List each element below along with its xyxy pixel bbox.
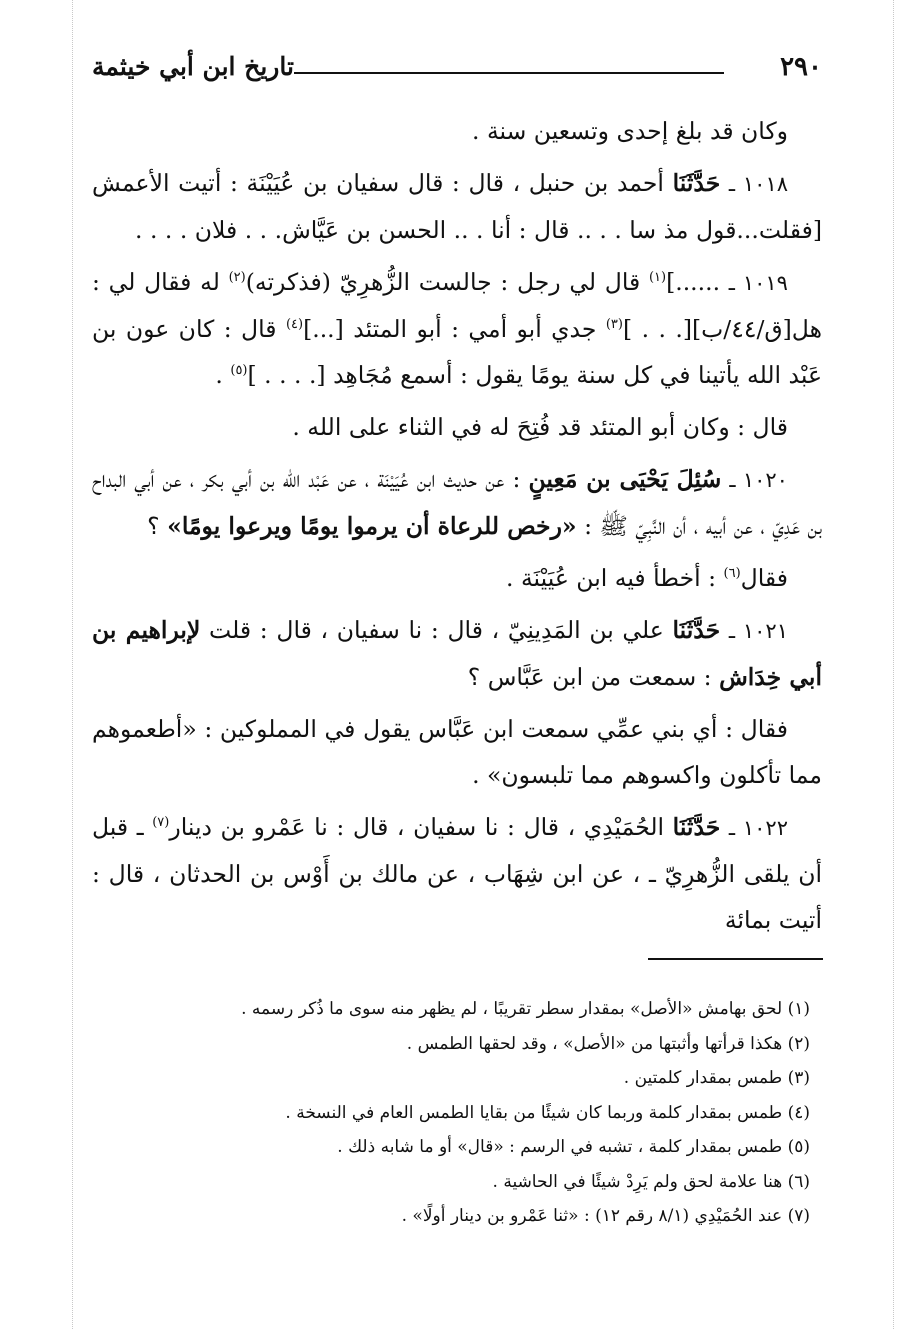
footnotes — [92, 992, 822, 1234]
paragraph-text: وكان قد بلغ إحدى وتسعين سنة . — [472, 117, 788, 145]
hadith-1019 — [92, 259, 822, 398]
hadith-1018 — [92, 160, 822, 253]
footnote-separator — [648, 958, 823, 960]
hadith-text: له فقال لي : هل[ق/٤٤/ب][. . . ] — [92, 268, 822, 343]
footnote-marker: (٥) — [230, 363, 248, 379]
hadith-1020 — [92, 456, 822, 549]
hadith-number: ١٠٢٠ ـ — [729, 468, 788, 492]
hadith-1022 — [92, 804, 822, 943]
paragraph-text: فقال — [740, 564, 788, 592]
hadith-text: الحُمَيْدِي ، قال : نا سفيان ، قال : نا عَمْرو بن دينار — [169, 813, 665, 841]
footnote-marker: (٧) — [152, 815, 170, 831]
quoted-hadith: «رخص للرعاة أن يرموا يومًا ويرعوا يومًا» — [167, 512, 577, 540]
footnote-4: (٤) طمس بمقدار كلمة وربما كان شيئًا من بقايا الطمس العام في النسخة . — [285, 1102, 810, 1123]
paragraph-6 — [92, 555, 822, 601]
hadith-text: : سمعت من ابن عَبَّاس ؟ — [467, 663, 712, 691]
main-text — [92, 108, 822, 949]
page-number: ٢٩٠ — [780, 52, 822, 82]
hadith-text: : عن حديث ابن عُيَيْنَة ، عن عَبْد الله بن أبي بكر ، عن أبي البداح بن عَدِيّ ، عن أبيه ، أن النَّبِيّ ﷺ : — [92, 465, 822, 540]
hadith-number: ١٠٢٢ ـ — [728, 816, 788, 840]
footnote-7: (٧) عند الحُمَيْدِي (٨/١ رقم ١٢) : «ثنا عَمْرو بن دينار أولًا» . — [401, 1206, 810, 1226]
hadith-text: ......] — [666, 268, 721, 296]
paragraph-text: فقال : أي بني عمِّي سمعت ابن عَبَّاس يقول في المملوكين : «أطعموهم مما تأكلون واكسوهم مما تلبسون» . — [92, 715, 822, 789]
footnote-marker: (٣) — [605, 317, 623, 333]
hadith-number: ١٠١٩ ـ — [728, 271, 788, 295]
narration-keyword: حَدَّثَنَا — [672, 169, 721, 197]
hadith-text: جدي أبو أمي : أبو المتئد [...] — [303, 315, 597, 343]
hadith-text: . — [215, 361, 223, 389]
paragraph-4 — [92, 404, 822, 450]
book-title: تاريخ ابن أبي خيثمة — [92, 52, 294, 81]
narration-keyword: حَدَّثَنَا — [672, 813, 721, 841]
hadith-number: ١٠١٨ ـ — [728, 172, 789, 196]
footnote-marker: (٢) — [228, 270, 246, 286]
hadith-text: أحمد بن حنبل ، قال : قال سفيان بن عُيَيْنَة : أتيت الأعمش [فقلت...قول مذ سا . . .. قال : أنا . .. الحسن بن عَيَّاش. . . فلان . . . . — [92, 169, 822, 244]
hadith-text: علي بن المَدِينِيّ ، قال : نا سفيان ، قال : قلت — [209, 616, 664, 644]
narration-keyword: حَدَّثَنَا — [672, 616, 721, 644]
narrator-name: لإبراهيم بن أبي خِدَاش — [92, 616, 822, 691]
scan-edge-left — [72, 0, 73, 1329]
page-header — [92, 52, 822, 92]
hadith-text: قال لي رجل : جالست الزُّهرِيّ (فذكرته) — [245, 268, 641, 296]
hadith-1021 — [92, 607, 822, 700]
hadith-number: ١٠٢١ ـ — [728, 619, 788, 643]
narration-keyword: سُئِلَ يَحْيَى بن مَعِينٍ — [528, 465, 722, 493]
footnote-1: (١) لحق بهامش «الأصل» بمقدار سطر تقريبًا ، لم يظهر منه سوى ما ذُكر رسمه . — [241, 999, 810, 1019]
footnote-6: (٦) هنا علامة لحق ولم يَرِدْ شيئًا في الحاشية . — [492, 1171, 810, 1192]
footnote-2: (٢) هكذا قرأتها وأثبتها من «الأصل» ، وقد لحقها الطمس . — [406, 1033, 810, 1054]
paragraph-1 — [92, 108, 822, 154]
header-rule — [294, 72, 724, 74]
paragraph-text: : أخطأ فيه ابن عُيَيْنَة . — [506, 564, 717, 592]
paragraph-text: قال : وكان أبو المتئد قد فُتِحَ له في الثناء على الله . — [292, 413, 788, 441]
hadith-text: قال : كان عون بن عَبْد الله يأتينا في كل سنة يومًا يقول : أسمع مُجَاهِد [. . . . ] — [92, 315, 822, 389]
footnote-marker: (٦) — [723, 566, 741, 582]
paragraph-8 — [92, 706, 822, 798]
footnote-3: (٣) طمس بمقدار كلمتين . — [623, 1068, 810, 1088]
footnote-marker: (٤) — [285, 317, 304, 333]
hadith-text: ـ قبل أن يلقى الزُّهرِيّ ـ ، عن ابن شِهَاب ، عن مالك بن أَوْس بن الحدثان ، قال : أتيت بمائة — [92, 813, 822, 934]
scan-edge-right — [893, 0, 894, 1329]
hadith-text: ؟ — [147, 512, 160, 540]
footnote-marker: (١) — [648, 270, 667, 286]
footnote-5: (٥) طمس بمقدار كلمة ، تشبه في الرسم : «قال» أو ما شابه ذلك . — [337, 1137, 810, 1157]
